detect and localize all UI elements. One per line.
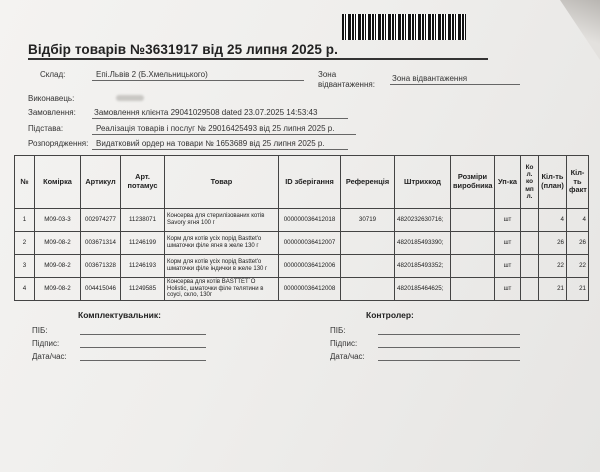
row-sizes bbox=[451, 278, 495, 301]
row-qty-fact: 4 bbox=[567, 209, 589, 232]
row-kits bbox=[521, 232, 539, 255]
packer-name-label: ПІБ: bbox=[32, 326, 48, 335]
row-product: Корм для котів усіх порід Basttet'o шматочки філе ягня в желе 130 г bbox=[165, 232, 279, 255]
table-header-row bbox=[15, 156, 589, 209]
col-header-product: Товар bbox=[165, 156, 279, 209]
row-number: 1 bbox=[15, 209, 35, 232]
row-number: 3 bbox=[15, 255, 35, 278]
col-header-reference: Референція bbox=[341, 156, 395, 209]
controller-sign-line bbox=[378, 347, 520, 348]
col-header-article: Артикул bbox=[81, 156, 121, 209]
goods-table bbox=[14, 155, 589, 301]
executor-label: Виконавець: bbox=[28, 94, 75, 103]
controller-title: Контролер: bbox=[366, 310, 414, 320]
col-header-number: № bbox=[15, 156, 35, 209]
executor-redacted bbox=[116, 95, 144, 101]
row-barcode: 4820185493352; bbox=[395, 255, 451, 278]
row-sizes bbox=[451, 209, 495, 232]
controller-name-line bbox=[378, 334, 520, 335]
row-storage-id: 000000036412018 bbox=[279, 209, 341, 232]
warehouse-underline bbox=[92, 80, 304, 81]
title-underline bbox=[28, 58, 488, 60]
row-reference: 30719 bbox=[341, 209, 395, 232]
row-barcode: 4820185464625; bbox=[395, 278, 451, 301]
row-cell: M09-08-2 bbox=[35, 232, 81, 255]
row-qty-plan: 26 bbox=[539, 232, 567, 255]
row-storage-id: 000000036412008 bbox=[279, 278, 341, 301]
row-article: 003671328 bbox=[81, 255, 121, 278]
document-title: Відбір товарів №3631917 від 25 липня 2025 р. bbox=[28, 42, 338, 57]
row-sizes bbox=[451, 255, 495, 278]
col-header-qty-plan: Кіл-ть (план) bbox=[539, 156, 567, 209]
col-header-storage-id: ID зберігання bbox=[279, 156, 341, 209]
zone-label: Зона відвантаження: bbox=[318, 70, 375, 89]
row-cell: M09-08-2 bbox=[35, 255, 81, 278]
col-header-kits: Ко л. ко мп л. bbox=[521, 156, 539, 209]
controller-datetime-label: Дата/час: bbox=[330, 352, 365, 361]
row-qty-plan: 21 bbox=[539, 278, 567, 301]
disposal-value: Видатковий ордер на товари № 1653689 від 25 липня 2025 р. bbox=[96, 139, 325, 148]
row-kits bbox=[521, 255, 539, 278]
basis-value: Реалізація товарів і послуг № 29016425493 від 25 липня 2025 р. bbox=[96, 124, 335, 133]
row-qty-fact: 21 bbox=[567, 278, 589, 301]
packer-title: Комплектувальник: bbox=[78, 310, 161, 320]
warehouse-label: Склад: bbox=[40, 70, 66, 79]
barcode-image bbox=[342, 14, 466, 40]
row-product: Корм для котів усіх порід Basttet'o шматочки філе індички в желе 130 г bbox=[165, 255, 279, 278]
table-row bbox=[15, 209, 589, 232]
row-barcode: 4820185493390; bbox=[395, 232, 451, 255]
row-number: 2 bbox=[15, 232, 35, 255]
basis-label: Підстава: bbox=[28, 124, 64, 133]
row-qty-plan: 4 bbox=[539, 209, 567, 232]
col-header-cell: Комірка bbox=[35, 156, 81, 209]
packer-sign-label: Підпис: bbox=[32, 339, 60, 348]
row-article: 004415046 bbox=[81, 278, 121, 301]
row-cell: M09-08-2 bbox=[35, 278, 81, 301]
col-header-package: Уп-ка bbox=[495, 156, 521, 209]
row-cell: M09-03-3 bbox=[35, 209, 81, 232]
row-potamus: 11238071 bbox=[121, 209, 165, 232]
controller-name-label: ПІБ: bbox=[330, 326, 346, 335]
row-product: Консерва для котів BASTTET`O Holistic, шматочки філе телятини в соусі, скло, 130г bbox=[165, 278, 279, 301]
row-potamus: 11246193 bbox=[121, 255, 165, 278]
table-row bbox=[15, 232, 589, 255]
row-reference bbox=[341, 255, 395, 278]
order-label: Замовлення: bbox=[28, 108, 76, 117]
row-barcode: 4820232630716; bbox=[395, 209, 451, 232]
col-header-barcode: Штрихкод bbox=[395, 156, 451, 209]
row-package: шт bbox=[495, 209, 521, 232]
row-potamus: 11249585 bbox=[121, 278, 165, 301]
row-number: 4 bbox=[15, 278, 35, 301]
row-package: шт bbox=[495, 232, 521, 255]
controller-datetime-line bbox=[378, 360, 520, 361]
row-storage-id: 000000036412007 bbox=[279, 232, 341, 255]
zone-value: Зона відвантаження bbox=[392, 74, 468, 83]
row-product: Консерва для стерилізованих котів Savory ягня 100 г bbox=[165, 209, 279, 232]
order-underline bbox=[92, 118, 348, 119]
row-sizes bbox=[451, 232, 495, 255]
packer-sign-line bbox=[80, 347, 206, 348]
row-qty-fact: 22 bbox=[567, 255, 589, 278]
row-package: шт bbox=[495, 255, 521, 278]
basis-underline bbox=[92, 134, 356, 135]
row-article: 003671314 bbox=[81, 232, 121, 255]
packer-name-line bbox=[80, 334, 206, 335]
row-qty-plan: 22 bbox=[539, 255, 567, 278]
row-article: 002974277 bbox=[81, 209, 121, 232]
row-kits bbox=[521, 209, 539, 232]
disposal-underline bbox=[92, 149, 348, 150]
row-package: шт bbox=[495, 278, 521, 301]
packer-datetime-line bbox=[80, 360, 206, 361]
warehouse-value: Епі.Львів 2 (Б.Хмельницького) bbox=[96, 70, 208, 79]
table-row bbox=[15, 278, 589, 301]
order-value: Замовлення клієнта 29041029508 dated 23.07.2025 14:53:43 bbox=[94, 108, 318, 117]
row-reference bbox=[341, 232, 395, 255]
table-row bbox=[15, 255, 589, 278]
col-header-qty-fact: Кіл-ть факт bbox=[567, 156, 589, 209]
col-header-potamus: Арт. потамус bbox=[121, 156, 165, 209]
row-kits bbox=[521, 278, 539, 301]
packer-datetime-label: Дата/час: bbox=[32, 352, 67, 361]
col-header-sizes: Розміри виробника bbox=[451, 156, 495, 209]
row-potamus: 11246199 bbox=[121, 232, 165, 255]
row-reference bbox=[341, 278, 395, 301]
controller-sign-label: Підпис: bbox=[330, 339, 358, 348]
zone-underline bbox=[390, 84, 520, 85]
row-qty-fact: 26 bbox=[567, 232, 589, 255]
row-storage-id: 000000036412006 bbox=[279, 255, 341, 278]
disposal-label: Розпорядження: bbox=[28, 139, 89, 148]
